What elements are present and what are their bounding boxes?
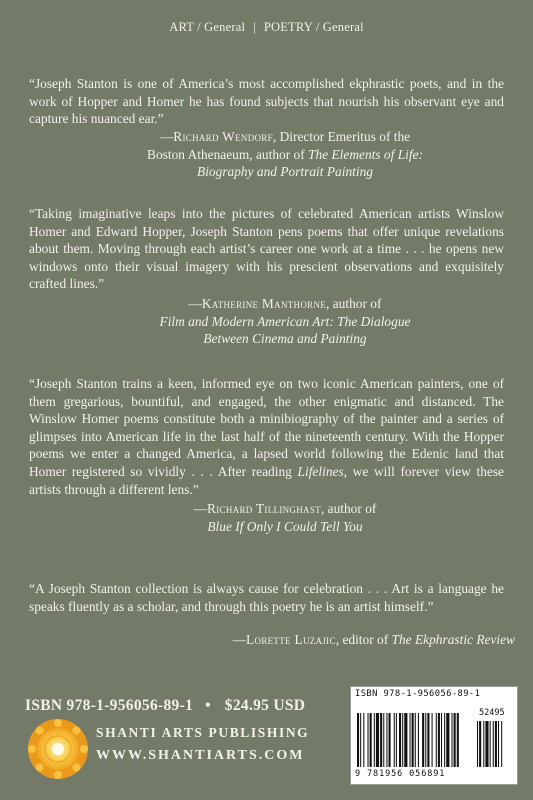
barcode-bars bbox=[357, 701, 512, 769]
attribution-dash: — bbox=[159, 129, 174, 144]
attribution-role: , author of bbox=[326, 296, 382, 311]
blurb-wendorf: “Joseph Stanton is one of America’s most accomplished ekphrastic poets, and in the work of Hopper and Homer he has found subjects that nourish his observant eye and capture his nuanced ear.” bbox=[29, 76, 504, 127]
attribution-book: The Ekphrastic Review bbox=[391, 632, 515, 647]
bullet-separator: • bbox=[205, 697, 211, 714]
attribution-role: , Director Emeritus of the Boston Athenaeum, author of bbox=[147, 129, 411, 162]
isbn-barcode bbox=[350, 686, 518, 785]
blurb-text-start: “Joseph Stanton trains a keen, informed eye on two iconic American painters, one of them gregarious, bountiful, and engaged, the other enigmatic and distanced. The Winslow Homer poems constitute both a minibiography of the painter and a series of glimpses into American life in the last half of the nineteenth century. With the Hopper poems we enter a changed America, a lapsed world following the Edenic land that Homer registered so vividly . . . After reading bbox=[29, 376, 504, 479]
attribution-manthorne bbox=[140, 295, 430, 348]
attribution-book: The Elements of Life: Biography and Portrait Painting bbox=[197, 146, 423, 180]
publisher-website: WWW.SHANTIARTS.COM bbox=[96, 748, 305, 763]
blurb-text-end: , we will forever view these artists through a different lens.” bbox=[29, 463, 504, 497]
attribution-dash: — bbox=[193, 501, 208, 516]
attribution-wendorf bbox=[140, 128, 430, 181]
category-poetry: POETRY / General bbox=[263, 20, 364, 34]
attribution-name: Richard Wendorf bbox=[173, 129, 273, 144]
price-label: $24.95 USD bbox=[224, 697, 306, 714]
barcode-isbn-text: ISBN 978-1-956056-89-1 bbox=[355, 689, 481, 699]
barcode-digits: 9 781956 056891 bbox=[355, 769, 446, 779]
isbn-price-line bbox=[25, 697, 305, 715]
blurb-tillinghast bbox=[29, 375, 504, 498]
blurb-luzajic: “A Joseph Stanton collection is always cause for celebration . . . Art is a language he speaks fluently as a scholar, and through this poetry he is an artist himself.” bbox=[29, 581, 504, 614]
attribution-book: Film and Modern American Art: The Dialogue Between Cinema and Painting bbox=[159, 313, 411, 347]
category-art: ART / General bbox=[169, 20, 246, 34]
blurb-book-title: Lifelines bbox=[297, 463, 344, 479]
blurb-manthorne: “Taking imaginative leaps into the pictures of celebrated American artists Winslow Homer and Edward Hopper, Joseph Stanton pens poems that offer unique revelations about them. Moving through each artist’s career one work at a time . . . he opens new windows onto their visual imagery with his prescient observations and exquisitely crafted lines.” bbox=[29, 206, 504, 292]
attribution-name: Katherine Manthorne bbox=[201, 296, 327, 311]
sun-mandala-icon bbox=[27, 718, 89, 780]
attribution-name: Lorette Luzajic bbox=[246, 632, 336, 647]
category-line bbox=[0, 20, 533, 35]
isbn-label: ISBN 978-1-956056-89-1 bbox=[25, 697, 194, 714]
barcode-price-code: 52495 bbox=[479, 708, 505, 718]
attribution-role: , editor of bbox=[335, 632, 392, 647]
attribution-role: , author of bbox=[320, 501, 377, 516]
attribution-luzajic bbox=[40, 631, 515, 649]
attribution-book: Blue If Only I Could Tell You bbox=[207, 518, 363, 534]
attribution-tillinghast bbox=[140, 500, 430, 535]
attribution-dash: — bbox=[188, 296, 202, 311]
publisher-name: SHANTI ARTS PUBLISHING bbox=[96, 725, 310, 740]
attribution-name: Richard Tillinghast bbox=[207, 501, 321, 516]
category-separator: | bbox=[253, 20, 256, 34]
attribution-dash: — bbox=[232, 632, 247, 647]
